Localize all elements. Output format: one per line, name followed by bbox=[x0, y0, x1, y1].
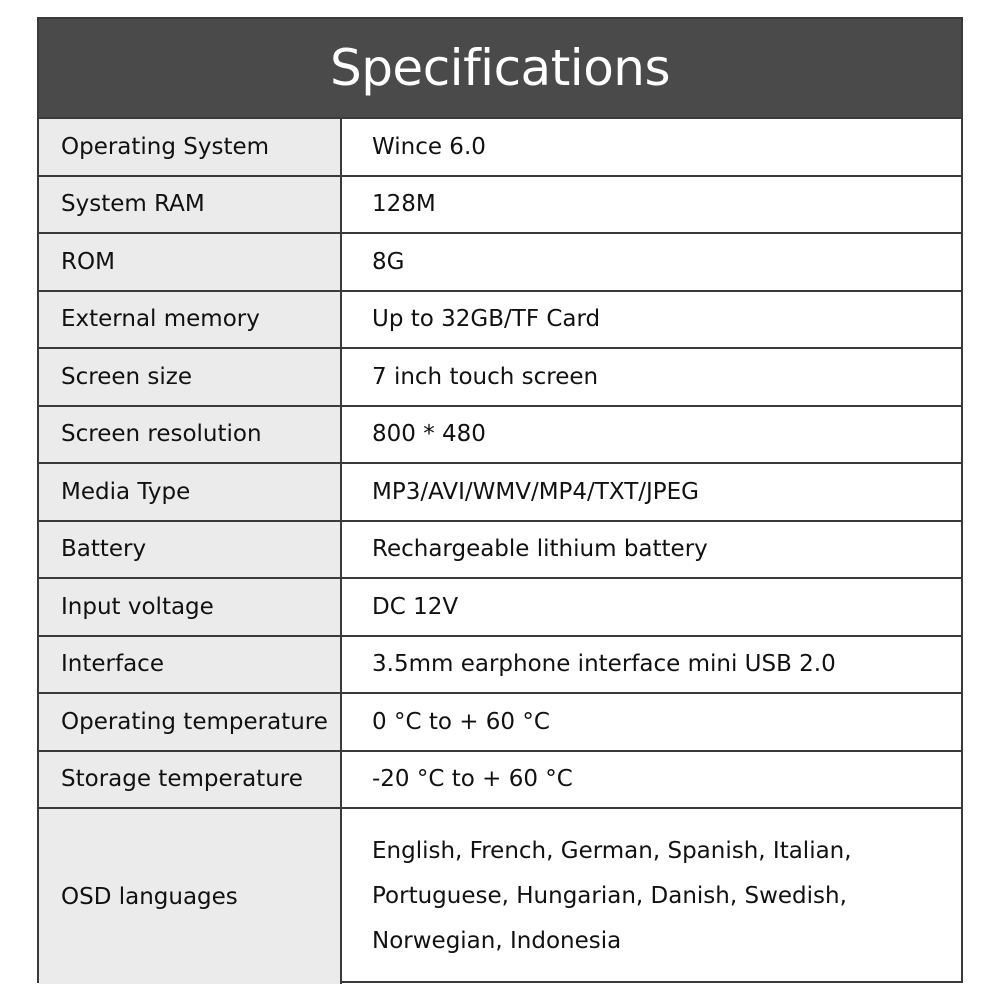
spec-value: English, French, German, Spanish, Italian, Portuguese, Hungarian, Danish, Swedish, Norwegian, Indonesia bbox=[372, 838, 852, 954]
spec-row-osd-languages bbox=[39, 809, 961, 984]
spec-rows bbox=[39, 119, 961, 984]
spec-value: Up to 32GB/TF Card bbox=[372, 306, 601, 333]
spec-row-battery bbox=[39, 522, 961, 580]
table-header bbox=[39, 19, 961, 119]
spec-value: 3.5mm earphone interface mini USB 2.0 bbox=[372, 651, 836, 678]
spec-row-interface bbox=[39, 637, 961, 695]
spec-row-input-voltage bbox=[39, 579, 961, 637]
spec-row-storage-temperature bbox=[39, 752, 961, 810]
spec-value: Wince 6.0 bbox=[372, 133, 486, 160]
spec-row-screen-size bbox=[39, 349, 961, 407]
spec-label: ROM bbox=[39, 234, 342, 290]
spec-table bbox=[37, 17, 963, 983]
spec-row-operating-system bbox=[39, 119, 961, 177]
spec-label: Interface bbox=[39, 637, 342, 693]
spec-value: 800 * 480 bbox=[372, 421, 486, 448]
spec-label: Operating System bbox=[39, 119, 342, 175]
spec-row-screen-resolution bbox=[39, 407, 961, 465]
spec-value: MP3/AVI/WMV/MP4/TXT/JPEG bbox=[372, 478, 699, 505]
spec-row-rom bbox=[39, 234, 961, 292]
spec-value: 7 inch touch screen bbox=[372, 363, 599, 390]
spec-label: Storage temperature bbox=[39, 752, 342, 808]
spec-row-operating-temperature bbox=[39, 694, 961, 752]
spec-row-system-ram bbox=[39, 177, 961, 235]
spec-label: Media Type bbox=[39, 464, 342, 520]
spec-label: Battery bbox=[39, 522, 342, 578]
spec-label: OSD languages bbox=[39, 809, 342, 984]
spec-value: 8G bbox=[372, 248, 405, 275]
spec-label: Screen resolution bbox=[39, 407, 342, 463]
spec-label: System RAM bbox=[39, 177, 342, 233]
spec-label: External memory bbox=[39, 292, 342, 348]
spec-row-media-type bbox=[39, 464, 961, 522]
spec-label: Operating temperature bbox=[39, 694, 342, 750]
spec-label: Input voltage bbox=[39, 579, 342, 635]
spec-value: DC 12V bbox=[372, 593, 459, 620]
page-title: Specifications bbox=[329, 39, 671, 97]
spec-value: 128M bbox=[372, 191, 436, 218]
spec-value: -20 °C to + 60 °C bbox=[372, 766, 573, 793]
spec-row-external-memory bbox=[39, 292, 961, 350]
spec-value: 0 °C to + 60 °C bbox=[372, 708, 550, 735]
spec-value: Rechargeable lithium battery bbox=[372, 536, 708, 563]
spec-label: Screen size bbox=[39, 349, 342, 405]
